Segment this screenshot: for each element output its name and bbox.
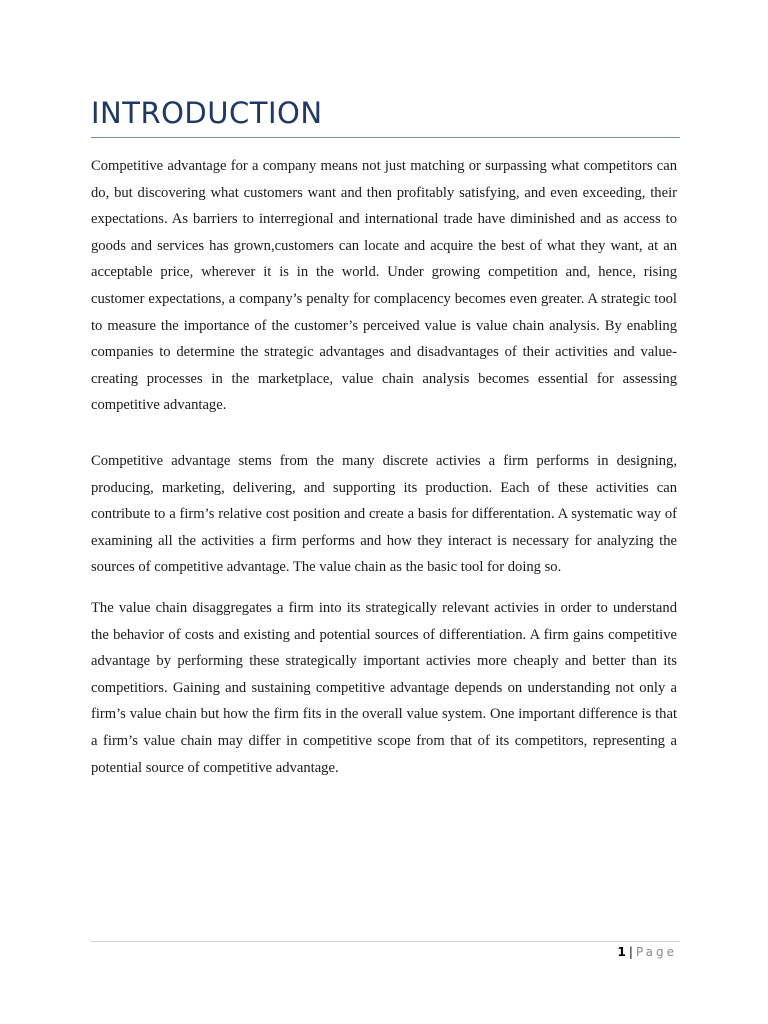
section-heading: INTRODUCTION — [91, 96, 323, 130]
footer-separator: | — [628, 945, 633, 959]
footer-divider — [91, 941, 680, 942]
page-footer — [618, 942, 677, 962]
paragraph-2: Competitive advantage stems from the many discrete activies a firm performs in designing, producing, marketing, delivering, and supporting its production. Each of these activities can contribute to a firm’s relative cost position and create a basis for differentation. A systematic way of examining all the activities a firm performs and how they interact is necessary for analyzing the sources of competitive advantage. The value chain as the basic tool for doing so. — [91, 453, 677, 576]
paragraph-1: Competitive advantage for a company means not just matching or surpassing what competitors can do, but discovering what customers want and then profitably satisfying, and even exceeding, their expectations. As barriers to interregional and international trade have diminished and as access to goods and services has grown,customers can locate and acquire the best of what they want, at an acceptable price, wherever it is in the world. Under growing competition and, hence, rising customer expectations, a company’s penalty for complacency becomes even greater. A strategic tool to measure the importance of the customer’s perceived value is value chain analysis. By enabling companies to determine the strategic advantages and disadvantages of their activities and value-creating processes in the marketplace, value chain analysis becomes essential for assessing competitive advantage. — [91, 158, 677, 414]
page-number: 1 — [617, 945, 626, 959]
page-label: Page — [635, 945, 677, 959]
paragraph-3: The value chain disaggregates a firm into its strategically relevant activies in order to understand the behavior of costs and existing and potential sources of differentiation. A firm gains competitive advantage by performing these strategically important activies more cheaply and better than its competitiors. Gaining and sustaining competitive advantage depends on understanding not only a firm’s value chain but how the firm fits in the overall value system. One important difference is that a firm’s value chain may differ in competitive scope from that of its competitors, representing a potential source of competitive advantage. — [91, 600, 677, 776]
heading-underline — [91, 137, 680, 138]
